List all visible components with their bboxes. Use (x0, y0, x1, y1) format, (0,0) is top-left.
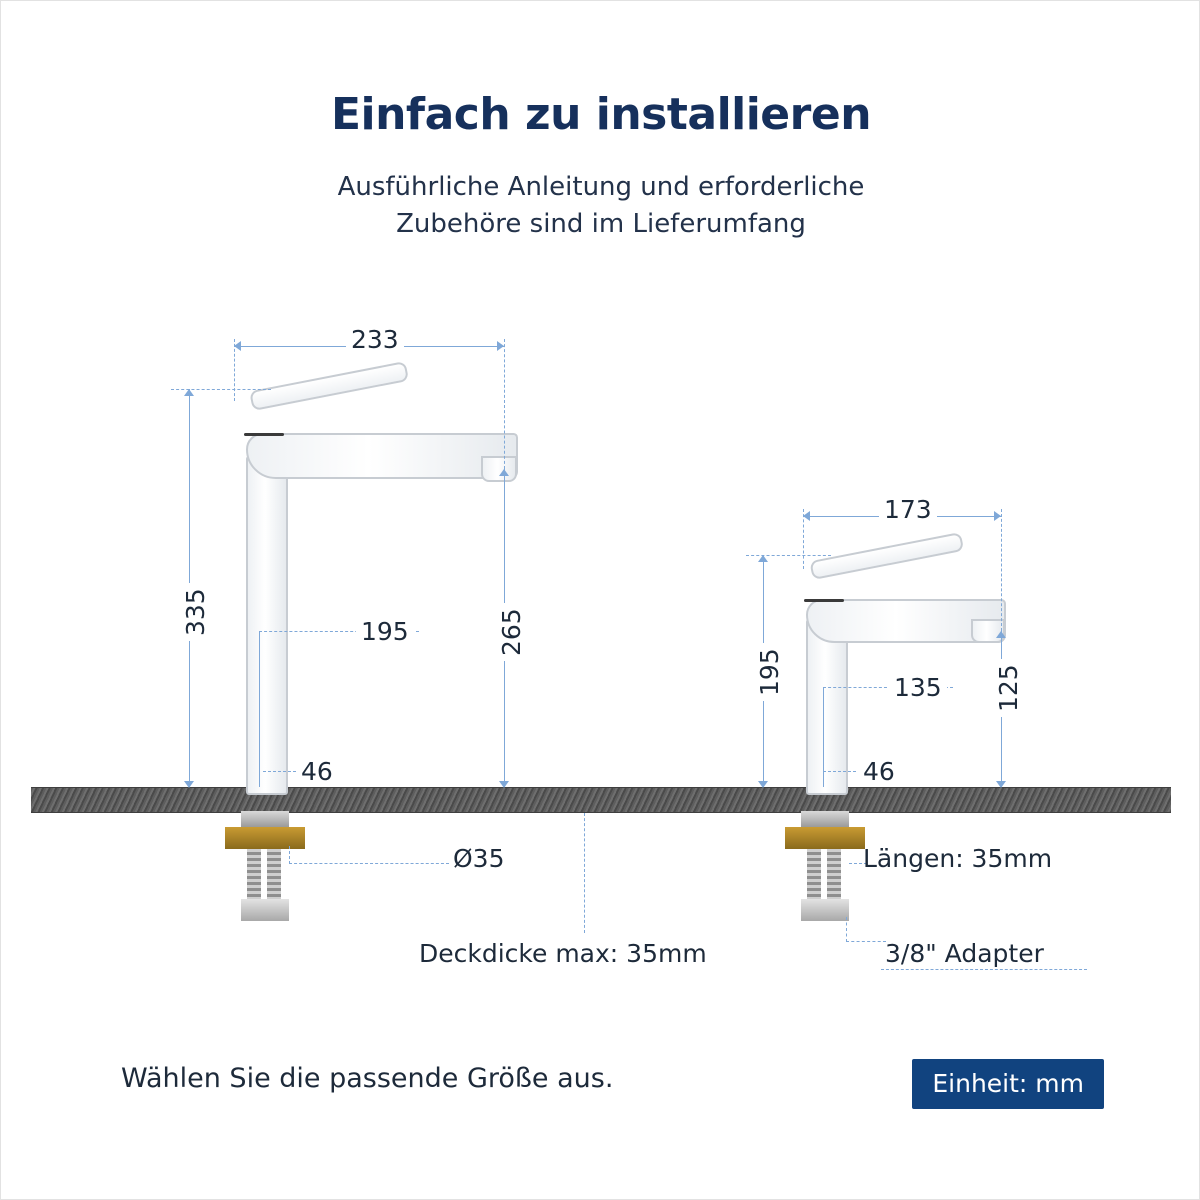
short-dim-135-line (823, 687, 824, 787)
tall-faucet-column (246, 456, 288, 795)
short-dim-135-label: 135 (889, 673, 947, 702)
tall-dim-265-label: 265 (497, 603, 526, 661)
short-dim-125-tick-bottom (996, 781, 1006, 788)
adapter-leader-h (846, 941, 886, 942)
tall-dim-233-label: 233 (346, 325, 404, 354)
tall-faucet-handle-seam (244, 433, 284, 436)
short-dim-173-tick-left (803, 511, 810, 521)
tall-dim-195-label: 195 (356, 617, 414, 646)
unit-badge: Einheit: mm (912, 1059, 1104, 1109)
footer-caption: Wählen Sie die passende Größe aus. (121, 1063, 614, 1094)
short-dim-125-tick-top (996, 631, 1006, 638)
tall-dim-233-ext-right (504, 339, 505, 469)
subtitle-line-1: Ausführliche Anleitung und erforderliche (337, 172, 865, 202)
subtitle-line-2: Zubehöre sind im Lieferumfang (396, 208, 806, 239)
short-dim-125-label: 125 (994, 659, 1023, 717)
deck-thickness-leader (584, 813, 585, 933)
short-dim-173-ext-right (1001, 509, 1002, 631)
tall-dim-46-label: 46 (296, 757, 338, 786)
tall-faucet-spout (246, 433, 518, 479)
short-faucet-hose-left (807, 849, 821, 899)
deck-thickness-note: Deckdicke max: 35mm (419, 939, 707, 968)
tall-dim-233-tick-right (497, 341, 504, 351)
short-dim-195-label: 195 (755, 643, 784, 701)
tall-faucet-hose-right (267, 849, 281, 899)
tall-faucet-brass-nut (225, 827, 305, 849)
short-dim-46-leader (823, 771, 861, 772)
countertop-slab (31, 787, 1171, 813)
tall-hole-diameter-note: Ø35 (453, 844, 505, 873)
tall-dim-233-tick-left (234, 341, 241, 351)
tall-dim-335-label: 335 (181, 583, 210, 641)
short-dim-173-tick-right (994, 511, 1001, 521)
short-dim-195-tick-bottom (758, 781, 768, 788)
tall-dim-335-tick-bottom (184, 781, 194, 788)
tall-dim-195-line (259, 631, 260, 787)
short-dim-173-label: 173 (879, 495, 937, 524)
adapter-underline (881, 969, 1087, 970)
hose-length-note: Längen: 35mm (863, 844, 1053, 873)
adapter-note: 3/8" Adapter (885, 939, 1044, 968)
tall-hole-leader-riser (289, 846, 290, 864)
tall-faucet-connector-right (263, 899, 289, 921)
short-faucet-lever (809, 532, 964, 580)
short-faucet-column (806, 619, 848, 795)
short-faucet-hose-right (827, 849, 841, 899)
page-title: Einfach zu installieren (330, 89, 872, 140)
short-faucet-brass-nut (785, 827, 865, 849)
tall-faucet-hose-left (247, 849, 261, 899)
tall-dim-265-tick-top (499, 469, 509, 476)
short-faucet-handle-seam (804, 599, 844, 602)
tall-faucet-lever (249, 361, 409, 411)
tall-faucet-washer (241, 811, 289, 827)
adapter-leader-v (846, 917, 847, 942)
short-faucet-washer (801, 811, 849, 827)
tall-dim-265-tick-bottom (499, 781, 509, 788)
tall-hole-leader (289, 863, 449, 864)
short-dim-46-label: 46 (858, 757, 900, 786)
page-subtitle (1, 169, 1200, 243)
tall-dim-335-tick-top (184, 389, 194, 396)
short-dim-195-tick-top (758, 555, 768, 562)
